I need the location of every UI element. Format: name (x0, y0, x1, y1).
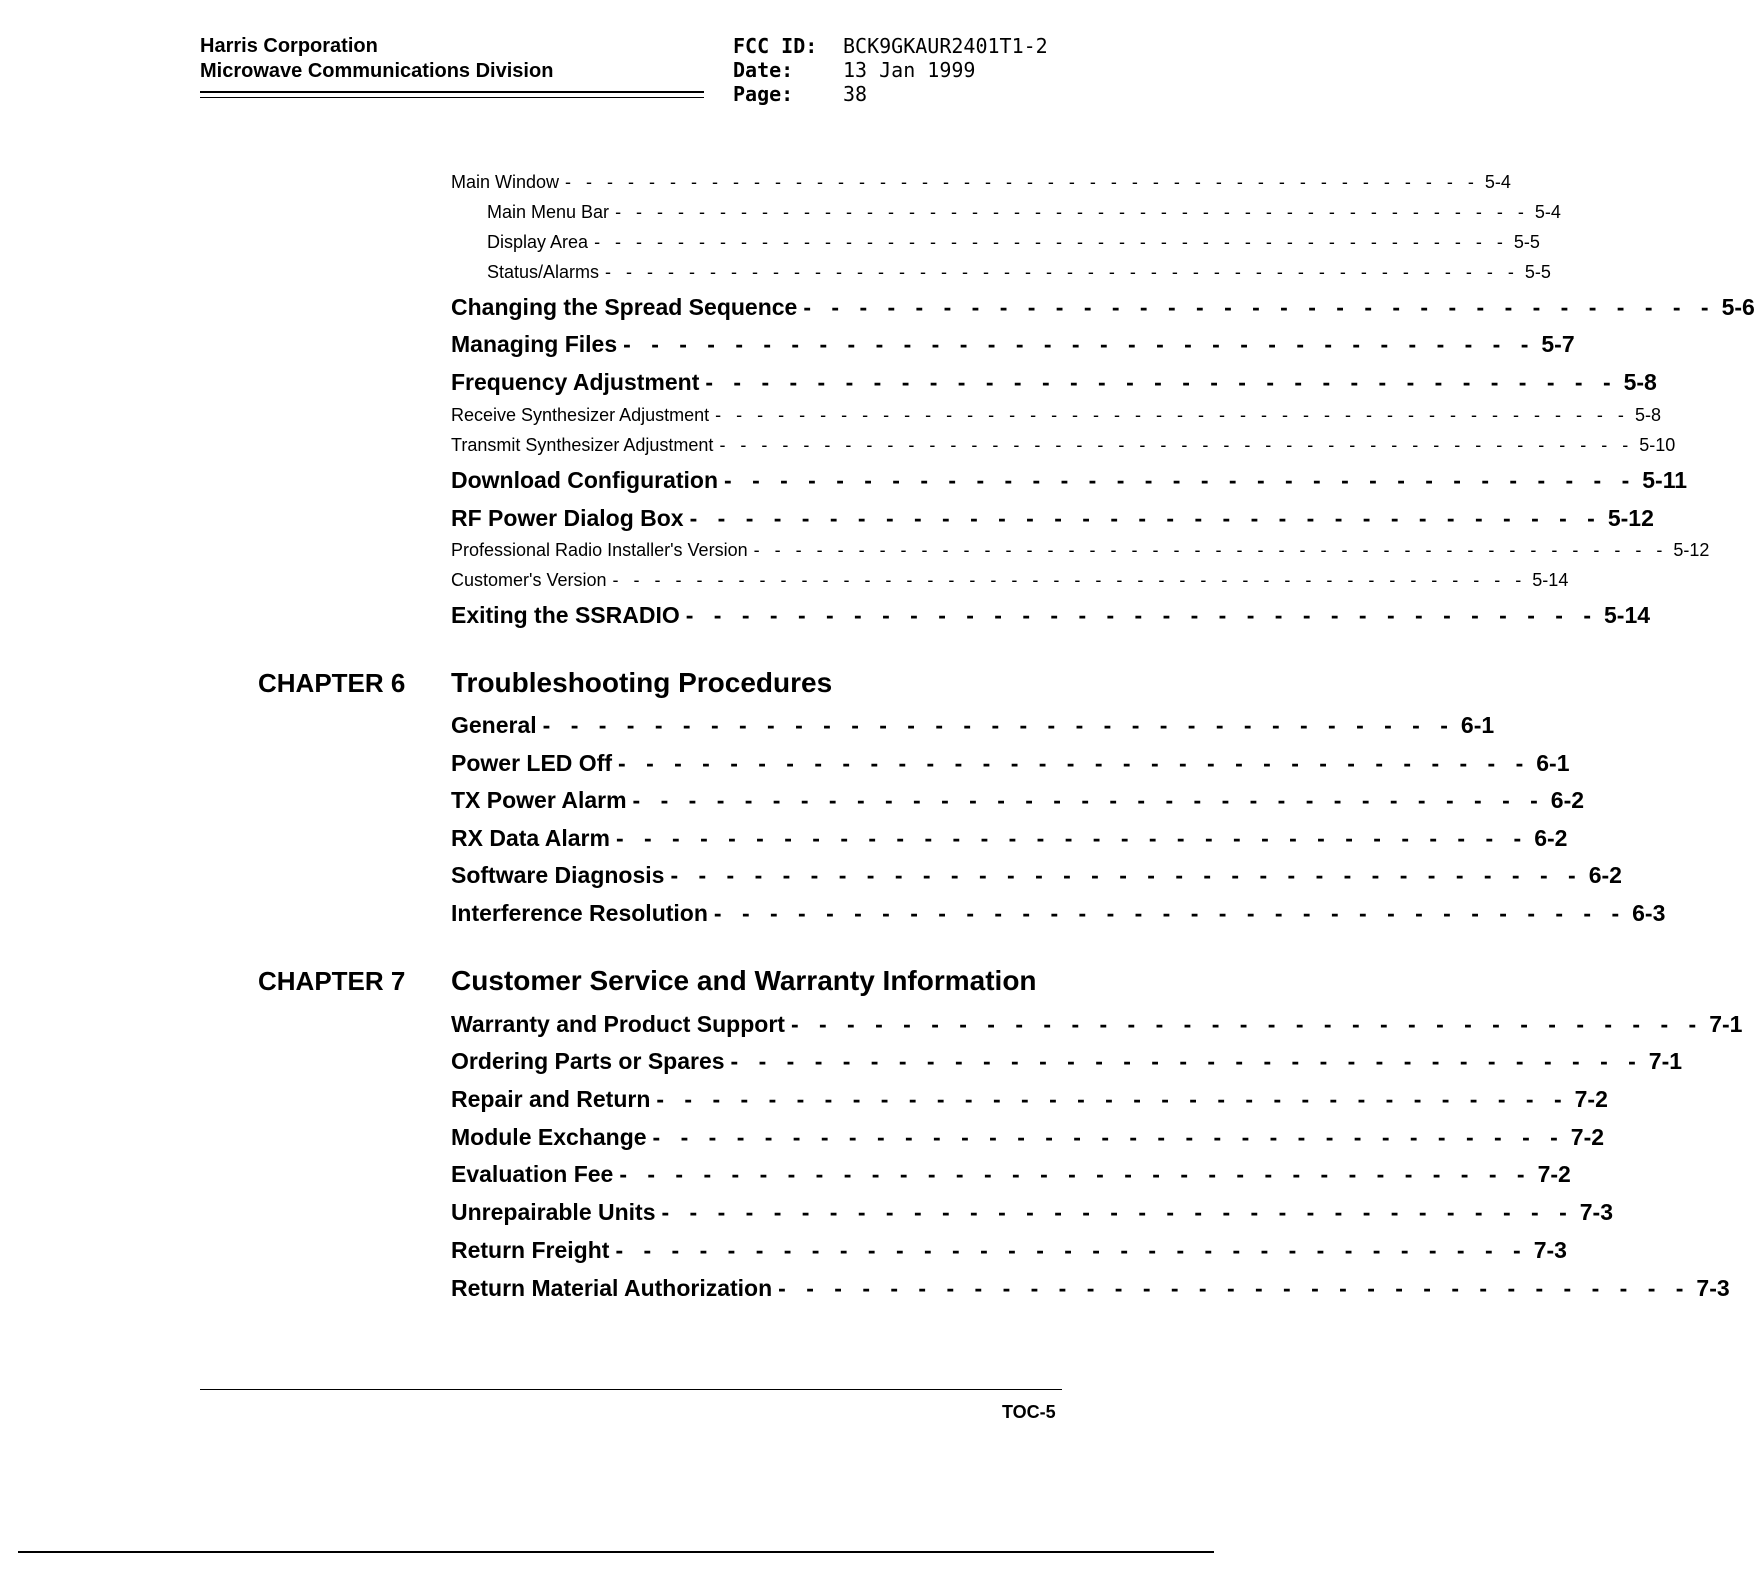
toc-entry-title: Warranty and Product Support (451, 1011, 785, 1037)
toc-entry[interactable] (451, 1086, 1608, 1113)
date-row (733, 58, 1048, 82)
leader-dots: - - - - - - - - - - - - - - - - - - - - - - - - - - - - - - - - - (685, 602, 1598, 628)
toc-entry-title: Main Menu Bar (487, 202, 610, 222)
leader-dots: - - - - - - - - - - - - - - - - - - - - - - - - - - - - - - - - - (652, 1124, 1565, 1150)
leader-dots: - - - - - - - - - - - - - - - - - - - - - - - - - - - - - - - - - (778, 1275, 1691, 1301)
leader-dots: - - - - - - - - - - - - - - - - - - - - - - - - - - - - - - - - - (724, 467, 1637, 493)
toc-entry-title: Ordering Parts or Spares (451, 1048, 725, 1074)
leader-dots: - - - - - - - - - - - - - - - - - - - - - - - - - - - - - - - - - (542, 712, 1455, 738)
toc-entry-page: 5-8 (1623, 369, 1657, 395)
toc-entry-title: Download Configuration (451, 467, 719, 493)
leader-dots: - - - - - - - - - - - - - - - - - - - - - - - - - - - - - - - - - - - - - - - - - - - - (715, 405, 1629, 425)
toc-entry[interactable] (451, 787, 1585, 814)
toc-entry-page: 7-1 (1648, 1048, 1683, 1074)
toc-entry-page: 5-12 (1607, 505, 1654, 531)
leader-dots: - - - - - - - - - - - - - - - - - - - - - - - - - - - - - - - - - (656, 1086, 1569, 1112)
toc-entry-page: 7-1 (1709, 1011, 1743, 1037)
page-label: Page: (733, 82, 794, 106)
toc-entry-title: Receive Synthesizer Adjustment (451, 405, 710, 425)
toc-entry-title: Changing the Spread Sequence (451, 294, 798, 320)
toc-entry-title: Managing Files (451, 331, 618, 357)
toc-entry-page: 6-3 (1632, 900, 1666, 926)
toc-entry[interactable] (451, 712, 1495, 739)
toc-entry-page: 7-3 (1696, 1275, 1730, 1301)
leader-dots: - - - - - - - - - - - - - - - - - - - - - - - - - - - - - - - - - (670, 862, 1583, 888)
fcc-id-row (733, 34, 1048, 58)
toc-entry[interactable] (451, 435, 1676, 456)
toc-entry-title: Power LED Off (451, 750, 613, 776)
chapter-6-label: CHAPTER 6 (258, 668, 406, 698)
toc-entry[interactable] (487, 262, 1551, 283)
toc-entry-page: 5-8 (1634, 405, 1661, 425)
toc-entry-page: 5-12 (1673, 540, 1710, 560)
leader-dots: - - - - - - - - - - - - - - - - - - - - - - - - - - - - - - - - - - - - - - - - - - - - (605, 262, 1519, 282)
leader-dots: - - - - - - - - - - - - - - - - - - - - - - - - - - - - - - - - - (689, 505, 1602, 531)
header-rule-thin (200, 97, 704, 98)
toc-entry-page: 6-2 (1534, 825, 1568, 851)
fcc-id-value: BCK9GKAUR2401T1-2 (843, 34, 1048, 58)
leader-dots: - - - - - - - - - - - - - - - - - - - - - - - - - - - - - - - - - (615, 1237, 1528, 1263)
leader-dots: - - - - - - - - - - - - - - - - - - - - - - - - - - - - - - - - - - - - - - - - - - - - (753, 540, 1668, 560)
toc-entry[interactable] (451, 1011, 1743, 1038)
toc-entry-page: 5-14 (1532, 570, 1569, 590)
toc-entry-page: 7-2 (1570, 1124, 1605, 1150)
toc-entry[interactable] (451, 1237, 1567, 1264)
toc-entry-page: 7-3 (1579, 1199, 1613, 1225)
toc-entry-page: 5-7 (1541, 331, 1575, 357)
toc-entry-title: Repair and Return (451, 1086, 651, 1112)
leader-dots: - - - - - - - - - - - - - - - - - - - - - - - - - - - - - - - - - (632, 787, 1545, 813)
toc-entry[interactable] (451, 405, 1661, 426)
toc-entry-page: 6-1 (1460, 712, 1495, 738)
date-label: Date: (733, 58, 794, 82)
leader-dots: - - - - - - - - - - - - - - - - - - - - - - - - - - - - - - - - - (730, 1048, 1643, 1074)
toc-entry[interactable] (451, 1048, 1683, 1075)
leader-dots: - - - - - - - - - - - - - - - - - - - - - - - - - - - - - - - - - - - - - - - - - - - - (594, 232, 1508, 252)
toc-entry-title: Customer's Version (451, 570, 607, 590)
toc-entry-page: 7-2 (1574, 1086, 1608, 1112)
toc-entry[interactable] (451, 467, 1688, 494)
toc-entry[interactable] (451, 172, 1511, 193)
toc-entry[interactable] (487, 232, 1540, 253)
toc-entry-page: 5-5 (1524, 262, 1551, 282)
toc-entry[interactable] (451, 1275, 1730, 1302)
toc-entry[interactable] (451, 900, 1666, 927)
toc-entry[interactable] (451, 862, 1622, 889)
toc-entry[interactable] (451, 369, 1657, 396)
toc-entry-title: Return Freight (451, 1237, 610, 1263)
leader-dots: - - - - - - - - - - - - - - - - - - - - - - - - - - - - - - - - - (790, 1011, 1704, 1037)
division-name: Microwave Communications Division (200, 60, 554, 82)
chapter-6-title[interactable]: Troubleshooting Procedures (451, 667, 833, 698)
toc-entry-title: Transmit Synthesizer Adjustment (451, 435, 714, 455)
leader-dots: - - - - - - - - - - - - - - - - - - - - - - - - - - - - - - - - - (713, 900, 1627, 926)
toc-entry[interactable] (451, 1161, 1571, 1188)
footer-page-number: TOC-5 (1002, 1402, 1056, 1422)
toc-entry[interactable] (451, 294, 1755, 321)
toc-entry-title: Interference Resolution (451, 900, 708, 926)
leader-dots: - - - - - - - - - - - - - - - - - - - - - - - - - - - - - - - - - (619, 1161, 1532, 1187)
toc-entry[interactable] (451, 570, 1569, 591)
toc-entry-title: TX Power Alarm (451, 787, 627, 813)
leader-dots: - - - - - - - - - - - - - - - - - - - - - - - - - - - - - - - - - (615, 825, 1529, 851)
footer-rule (200, 1389, 1062, 1390)
page-row (733, 82, 1048, 106)
toc-entry-page: 5-4 (1484, 172, 1511, 192)
toc-entry-page: 5-6 (1721, 294, 1755, 320)
toc-entry[interactable] (487, 202, 1561, 223)
toc-entry-page: 7-2 (1537, 1161, 1571, 1187)
toc-entry-title: Unrepairable Units (451, 1199, 656, 1225)
toc-entry-page: 7-3 (1533, 1237, 1567, 1263)
header-meta (733, 34, 1048, 106)
header-left (200, 34, 553, 84)
toc-entry-title: Evaluation Fee (451, 1161, 614, 1187)
toc-entry-title: RF Power Dialog Box (451, 505, 684, 531)
toc-entry[interactable] (451, 602, 1651, 629)
toc-entry[interactable] (451, 1199, 1613, 1226)
leader-dots: - - - - - - - - - - - - - - - - - - - - - - - - - - - - - - - - - (623, 331, 1536, 357)
toc-entry-page: 5-10 (1639, 435, 1676, 455)
toc-entry[interactable] (451, 505, 1654, 532)
toc-entry-page: 6-2 (1588, 862, 1622, 888)
toc-entry-title: Module Exchange (451, 1124, 647, 1150)
toc-entry-page: 6-2 (1550, 787, 1585, 813)
leader-dots: - - - - - - - - - - - - - - - - - - - - - - - - - - - - - - - - - - - - - - - - - - - - (565, 172, 1479, 192)
toc-entry[interactable] (451, 1124, 1605, 1151)
toc-entry-title: Software Diagnosis (451, 862, 665, 888)
toc-entry-title: Professional Radio Installer's Version (451, 540, 748, 560)
toc-entry[interactable] (451, 750, 1570, 777)
leader-dots: - - - - - - - - - - - - - - - - - - - - - - - - - - - - - - - - - (618, 750, 1531, 776)
toc-entry-page: 5-4 (1534, 202, 1561, 222)
toc-entry-title: Display Area (487, 232, 589, 252)
fcc-id-label: FCC ID: (733, 34, 818, 58)
toc-entry-title: Status/Alarms (487, 262, 600, 282)
toc-entry-title: Return Material Authorization (451, 1275, 773, 1301)
toc-entry-title: General (451, 712, 537, 738)
toc-entry-page: 5-11 (1642, 467, 1688, 493)
toc-entry[interactable] (451, 825, 1568, 852)
leader-dots: - - - - - - - - - - - - - - - - - - - - - - - - - - - - - - - - - (705, 369, 1618, 395)
chapter-7-title[interactable]: Customer Service and Warranty Information (451, 965, 1037, 996)
toc-entry-page: 5-14 (1604, 602, 1651, 628)
toc-entry-title: RX Data Alarm (451, 825, 610, 851)
page-value: 38 (843, 82, 868, 106)
leader-dots: - - - - - - - - - - - - - - - - - - - - - - - - - - - - - - - - - - - - - - - - - - - - (719, 435, 1634, 455)
scan-edge-line (18, 1551, 1214, 1553)
toc-entry-title: Main Window (451, 172, 560, 192)
toc-entry[interactable] (451, 331, 1575, 358)
company-name: Harris Corporation (200, 35, 378, 57)
chapter-7-label: CHAPTER 7 (258, 966, 406, 996)
toc-entry-page: 6-1 (1536, 750, 1570, 776)
leader-dots: - - - - - - - - - - - - - - - - - - - - - - - - - - - - - - - - - (661, 1199, 1574, 1225)
toc-entry-page: 5-5 (1513, 232, 1540, 252)
date-value: 13 Jan 1999 (843, 58, 976, 82)
leader-dots: - - - - - - - - - - - - - - - - - - - - - - - - - - - - - - - - - - - - - - - - - - - - (615, 202, 1529, 222)
toc-entry[interactable] (451, 540, 1710, 561)
leader-dots: - - - - - - - - - - - - - - - - - - - - - - - - - - - - - - - - - - - - - - - - - - - - (612, 570, 1527, 590)
toc-entry-title: Exiting the SSRADIO (451, 602, 680, 628)
leader-dots: - - - - - - - - - - - - - - - - - - - - - - - - - - - - - - - - - (803, 294, 1716, 320)
toc-entry-title: Frequency Adjustment (451, 369, 700, 395)
header-rule-thick (200, 91, 704, 93)
